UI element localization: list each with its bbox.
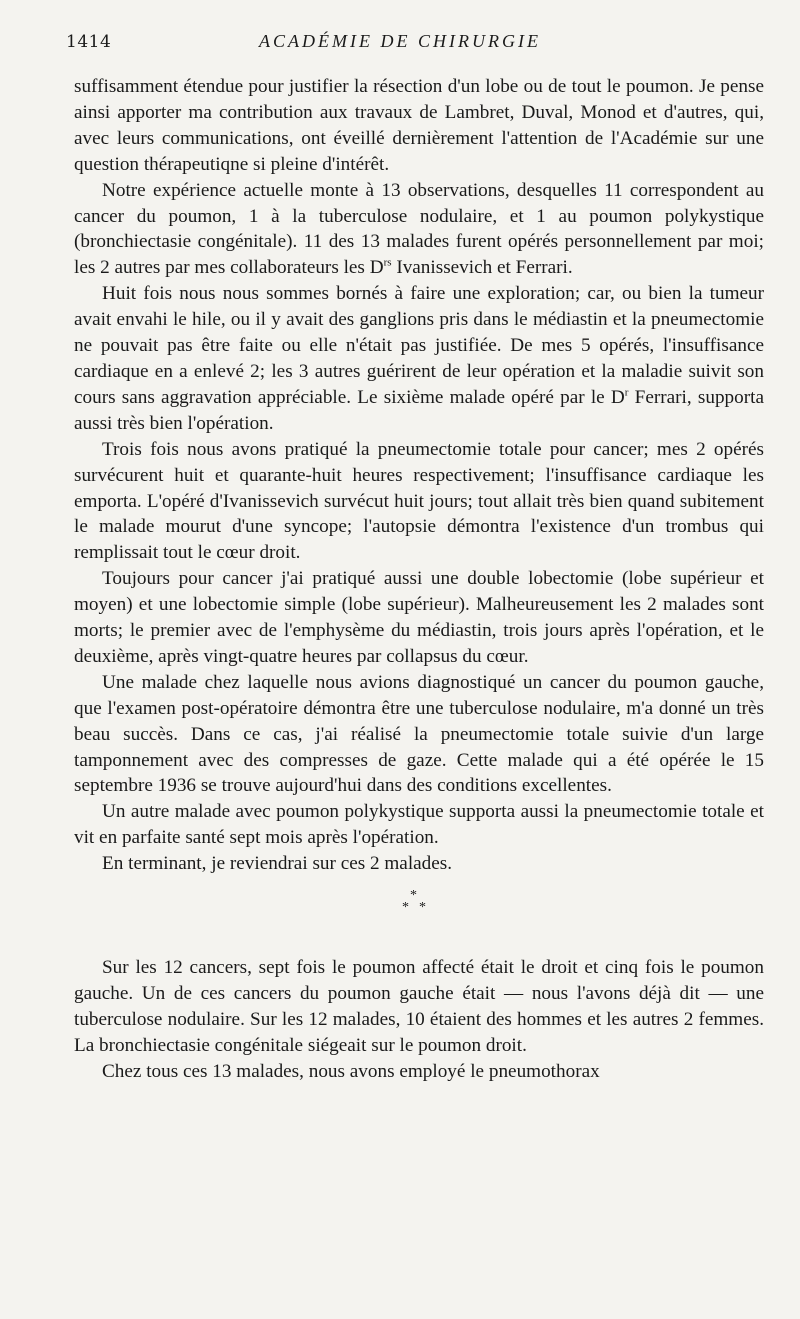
body-text: [74, 74, 764, 1085]
paragraph-9: Sur les 12 cancers, sept fois le poumon affecté était le droit et cinq fois le poumon gauche. Un de ces cancers du poumon gauche était — nous l'avons déjà dit — une tuberculose nodulaire. Sur les 12 malades, 10 étaient des hommes et les autres 2 femmes. La bronchiectasie congénitale siégeait sur le poumon droit.: [74, 957, 764, 1056]
paragraph-10: Chez tous ces 13 malades, nous avons employé le pneumothorax: [102, 1060, 600, 1082]
paragraph-6: Une malade chez laquelle nous avions diagnostiqué un cancer du poumon gauche, que l'examen post-opératoire démontra être une tuberculose nodulaire, m'a donné un très beau succès. Dans ce cas, j'ai réalisé la pneumectomie totale suivie d'un large tamponnement avec des compresses de gaze. Cette malade qui a été opérée le 15 septembre 1936 se trouve aujourd'hui dans des conditions excellentes.: [74, 671, 764, 797]
paragraph-2-text-b: Ivanissevich et Ferrari.: [391, 257, 573, 279]
asterism-bottom: **: [402, 900, 436, 916]
paragraph-4: Trois fois nous avons pratiqué la pneumectomie totale pour cancer; mes 2 opérés survécurent huit et quarante-huit heures respectivement; l'insuffisance cardiaque les emporta. L'opéré d'Ivanissevich survécut huit jours; tout allait très bien quand subitement le malade mourut d'une syncope; l'autopsie démontra l'existence d'un trombus qui remplissait tout le cœur droit.: [74, 438, 764, 564]
section-break-asterism: [74, 877, 764, 955]
paragraph-8: En terminant, je reviendrai sur ces 2 malades.: [102, 853, 453, 875]
asterism-top: *: [410, 888, 417, 904]
paragraph-3-text-b: Ferrari, supporta aussi très bien l'opération.: [74, 386, 764, 434]
running-title: ACADÉMIE DE CHIRURGIE: [259, 31, 541, 51]
paragraph-2: [74, 178, 764, 282]
paragraph-5: Toujours pour cancer j'ai pratiqué aussi une double lobectomie (lobe supérieur et moyen) et une lobectomie simple (lobe supérieur). Malheureusement les 2 malades sont morts; le premier avec de l'emphysème du médiastin, trois jours après l'opération, et le deuxième, après vingt-quatre heures par collapsus du cœur.: [74, 568, 764, 667]
paragraph-1: suffisamment étendue pour justifier la résection d'un lobe ou de tout le poumon. Je pense ainsi apporter ma contribution aux travaux de Lambret, Duval, Monod et d'autres, qui, avec leurs communications, ont éveillé dernièrement l'attention de l'Académie sur une question thérapeutiqne si pleine d'intérêt.: [74, 76, 764, 175]
paragraph-3: [74, 281, 764, 436]
page-number: 1414: [66, 32, 112, 52]
paragraph-2-superscript: rs: [383, 256, 392, 269]
paragraph-2-text-a: Notre expérience actuelle monte à 13 observations, desquelles 11 correspondent au cancer du poumon, 1 à la tuberculose nodulaire, et 1 au poumon polykystique (bronchiectasie congénitale). 11 des 13 malades furent opérés personnellement par moi; les 2 autres par mes collaborateurs les D: [74, 179, 764, 279]
paragraph-3-superscript: r: [624, 386, 629, 399]
paragraph-3-text-a: Huit fois nous nous sommes bornés à faire une exploration; car, ou bien la tumeur avait envahi le hile, ou il y avait des ganglions pris dans le médiastin et la pneumectomie ne pouvait pas être faite ou elle n'était pas justifiée. De mes 5 opérés, l'insuffisance cardiaque en a enlevé 2; les 3 autres guérirent de leur opération et la maladie suivit son cours sans aggravation appréciable. Le sixième malade opéré par le D: [74, 283, 764, 408]
paragraph-7: Un autre malade avec poumon polykystique supporta aussi la pneumectomie totale et vit en parfaite santé sept mois après l'opération.: [74, 801, 764, 849]
